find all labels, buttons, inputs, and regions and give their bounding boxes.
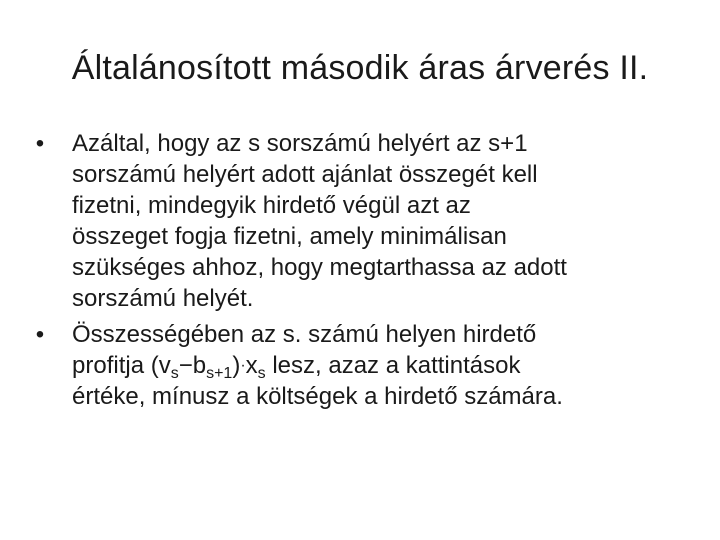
formula-sub-s-x: s <box>257 365 266 382</box>
bullet-1-line-1: Azáltal, hogy az s sorszámú helyért az s+1 <box>72 130 528 157</box>
formula-multiply-dot: · <box>240 357 246 374</box>
bullet-2-line-3: értéke, mínusz a költségek a hirdető számára. <box>72 383 563 410</box>
formula-sub-s: s <box>170 365 179 382</box>
bullet-1-line-4: összeget fogja fizetni, amely minimálisan <box>72 223 507 250</box>
bullet-1-line-5: szükséges ahhoz, hogy megtarthassa az adott <box>72 254 567 281</box>
bullet-1-line-2: sorszámú helyért adott ajánlat összegét kell <box>72 161 538 188</box>
bullet-1-line-6: sorszámú helyét. <box>72 285 254 312</box>
bullet-list <box>30 128 680 417</box>
formula-sub-s-plus-1: s+1 <box>206 365 233 382</box>
bullet-1-line-3: fizetni, mindegyik hirdető végül azt az <box>72 192 471 219</box>
formula-close-paren: ) <box>232 352 241 379</box>
bullet-icon: • <box>35 321 45 348</box>
formula-pre: profitja (v <box>72 352 171 379</box>
bullet-item-1 <box>30 128 680 314</box>
bullet-2-line-2-formula <box>72 350 680 381</box>
slide-title: Általánosított második áras árverés II. <box>71 49 649 87</box>
bullet-2-line-1: Összességében az s. számú helyen hirdető <box>72 321 537 348</box>
formula-x: x <box>245 352 258 379</box>
bullet-icon: • <box>35 130 45 157</box>
formula-minus-b: −b <box>178 352 207 379</box>
formula-post: lesz, azaz a kattintások <box>265 352 521 379</box>
bullet-item-2 <box>30 319 680 412</box>
